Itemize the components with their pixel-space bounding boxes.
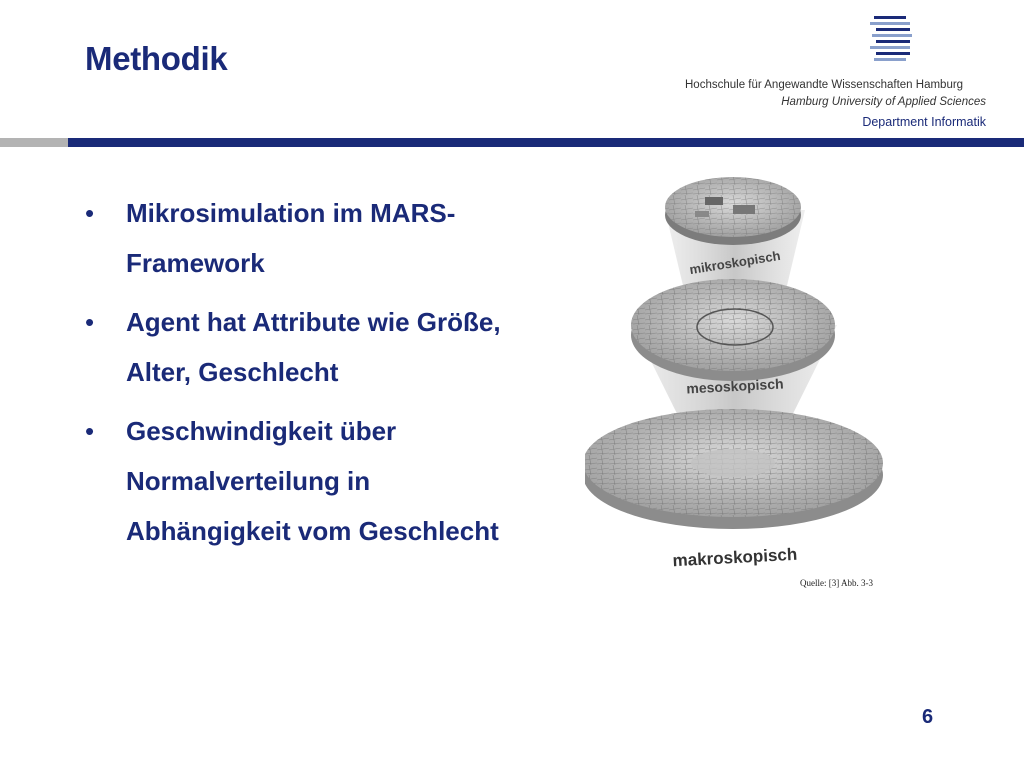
bullet-item	[85, 406, 555, 556]
bullet-text: Agent hat Attribute wie Größe,	[126, 307, 501, 337]
header-divider-gray	[0, 138, 68, 147]
page-number: 6	[922, 706, 934, 728]
bullet-dot: •	[85, 307, 95, 337]
bullet-dot: •	[85, 198, 95, 228]
university-name-en: Hamburg University of Applied Sciences	[781, 96, 986, 108]
university-logo	[866, 14, 916, 62]
figure-source: Quelle: [3] Abb. 3-3	[800, 578, 873, 588]
bullet-text: Abhängigkeit vom Geschlecht	[126, 516, 499, 546]
bullet-dot: •	[85, 416, 95, 446]
bullet-text: Normalverteilung in	[126, 466, 371, 496]
header-divider-blue	[68, 138, 1024, 147]
university-name-de: Hochschule für Angewandte Wissenschaften Hamburg	[685, 79, 964, 91]
label-macro: makroskopisch	[672, 544, 798, 571]
slide-title: Methodik	[85, 40, 228, 77]
bullet-text: Geschwindigkeit über	[126, 416, 397, 446]
bullet-item	[85, 297, 555, 397]
bullet-text: Framework	[126, 248, 265, 278]
bullet-text: Mikrosimulation im MARS-	[126, 198, 456, 228]
bullet-item	[85, 188, 555, 288]
bullet-text: Alter, Geschlecht	[126, 357, 339, 387]
simulation-levels-figure	[585, 175, 885, 575]
label-micro: mikroskopisch	[688, 247, 782, 278]
bullet-list	[85, 188, 555, 565]
department-name: Department Informatik	[862, 115, 986, 129]
label-meso: mesoskopisch	[685, 375, 784, 397]
